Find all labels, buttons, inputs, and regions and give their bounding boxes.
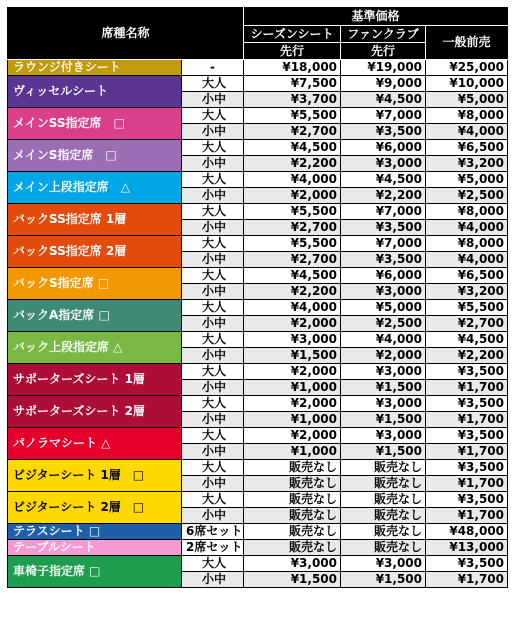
table-row bbox=[8, 140, 508, 156]
table-row bbox=[8, 540, 508, 556]
category-cell: 小中 bbox=[182, 92, 244, 108]
general-price-cell: ¥3,500 bbox=[426, 460, 508, 476]
fanclub-price-cell: ¥7,000 bbox=[341, 108, 426, 124]
season-price-cell: ¥2,000 bbox=[244, 396, 341, 412]
category-cell: 大人 bbox=[182, 236, 244, 252]
general-price-cell: ¥10,000 bbox=[426, 76, 508, 92]
general-price-cell: ¥1,700 bbox=[426, 412, 508, 428]
season-price-cell: ¥3,000 bbox=[244, 556, 341, 572]
category-cell: 大人 bbox=[182, 332, 244, 348]
fanclub-price-cell: ¥3,500 bbox=[341, 220, 426, 236]
season-price-cell: 販売なし bbox=[244, 508, 341, 524]
general-price-cell: ¥3,200 bbox=[426, 284, 508, 300]
seat-name-cell: バック上段指定席 △ bbox=[8, 332, 182, 364]
category-cell: 大人 bbox=[182, 204, 244, 220]
fanclub-price-cell: ¥6,000 bbox=[341, 268, 426, 284]
seat-name-cell: メインS指定席 □ bbox=[8, 140, 182, 172]
fanclub-price-cell: ¥5,000 bbox=[341, 300, 426, 316]
base-price-header: 基準価格 bbox=[244, 8, 508, 26]
season-price-cell: ¥1,000 bbox=[244, 380, 341, 396]
category-cell: 大人 bbox=[182, 428, 244, 444]
general-price-cell: ¥3,500 bbox=[426, 428, 508, 444]
fanclub-price-cell: ¥2,500 bbox=[341, 316, 426, 332]
table-row bbox=[8, 172, 508, 188]
general-price-cell: ¥3,500 bbox=[426, 556, 508, 572]
season-price-cell: 販売なし bbox=[244, 460, 341, 476]
category-cell: 小中 bbox=[182, 316, 244, 332]
category-cell: 小中 bbox=[182, 284, 244, 300]
table-row bbox=[8, 204, 508, 220]
table-row bbox=[8, 236, 508, 252]
fanclub-price-cell: ¥3,000 bbox=[341, 284, 426, 300]
season-price-cell: ¥7,500 bbox=[244, 76, 341, 92]
category-cell: 小中 bbox=[182, 220, 244, 236]
general-price-cell: ¥48,000 bbox=[426, 524, 508, 540]
general-price-cell: ¥8,000 bbox=[426, 108, 508, 124]
price-table-body bbox=[8, 60, 508, 588]
category-cell: 大人 bbox=[182, 76, 244, 92]
category-cell: 2席セット bbox=[182, 540, 244, 556]
general-price-cell: ¥3,500 bbox=[426, 396, 508, 412]
category-cell: - bbox=[182, 60, 244, 76]
fanclub-price-cell: 販売なし bbox=[341, 508, 426, 524]
season-price-cell: ¥5,500 bbox=[244, 108, 341, 124]
table-row bbox=[8, 268, 508, 284]
table-row bbox=[8, 60, 508, 76]
season-price-cell: ¥2,000 bbox=[244, 364, 341, 380]
season-price-cell: 販売なし bbox=[244, 524, 341, 540]
table-row bbox=[8, 108, 508, 124]
seat-name-cell: メイン上段指定席 △ bbox=[8, 172, 182, 204]
category-cell: 大人 bbox=[182, 268, 244, 284]
table-row bbox=[8, 556, 508, 572]
general-price-cell: ¥8,000 bbox=[426, 204, 508, 220]
table-row bbox=[8, 428, 508, 444]
general-price-cell: ¥25,000 bbox=[426, 60, 508, 76]
seat-name-cell: 車椅子指定席 □ bbox=[8, 556, 182, 588]
season-price-cell: ¥1,500 bbox=[244, 348, 341, 364]
general-price-cell: ¥4,000 bbox=[426, 220, 508, 236]
table-row bbox=[8, 76, 508, 92]
seat-name-cell: メインSS指定席 □ bbox=[8, 108, 182, 140]
table-row bbox=[8, 460, 508, 476]
category-cell: 小中 bbox=[182, 348, 244, 364]
season-price-cell: ¥3,700 bbox=[244, 92, 341, 108]
fanclub-price-cell: ¥3,500 bbox=[341, 124, 426, 140]
season-price-cell: ¥2,700 bbox=[244, 124, 341, 140]
fanclub-price-cell: ¥3,000 bbox=[341, 396, 426, 412]
fanclub-price-cell: ¥1,500 bbox=[341, 412, 426, 428]
general-price-cell: ¥13,000 bbox=[426, 540, 508, 556]
category-cell: 大人 bbox=[182, 492, 244, 508]
general-sale-header: 一般前売 bbox=[426, 26, 508, 60]
season-price-cell: ¥1,500 bbox=[244, 572, 341, 588]
category-cell: 小中 bbox=[182, 156, 244, 172]
ticket-price-table bbox=[7, 7, 508, 588]
category-cell: 小中 bbox=[182, 508, 244, 524]
category-cell: 大人 bbox=[182, 396, 244, 412]
general-price-cell: ¥1,700 bbox=[426, 444, 508, 460]
seat-name-cell: ビジターシート 2層 □ bbox=[8, 492, 182, 524]
general-price-cell: ¥4,000 bbox=[426, 124, 508, 140]
table-row bbox=[8, 524, 508, 540]
seat-name-cell: テーブルシート bbox=[8, 540, 182, 556]
fanclub-price-cell: ¥3,000 bbox=[341, 428, 426, 444]
category-cell: 6席セット bbox=[182, 524, 244, 540]
season-price-cell: ¥4,500 bbox=[244, 140, 341, 156]
season-price-cell: 販売なし bbox=[244, 476, 341, 492]
general-price-cell: ¥2,200 bbox=[426, 348, 508, 364]
seat-name-cell: テラスシート □ bbox=[8, 524, 182, 540]
fanclub-price-cell: ¥4,500 bbox=[341, 172, 426, 188]
season-price-cell: ¥2,200 bbox=[244, 156, 341, 172]
table-row bbox=[8, 492, 508, 508]
fanclub-price-cell: ¥9,000 bbox=[341, 76, 426, 92]
general-price-cell: ¥4,000 bbox=[426, 252, 508, 268]
general-price-cell: ¥1,700 bbox=[426, 572, 508, 588]
fanclub-price-cell: 販売なし bbox=[341, 460, 426, 476]
fanclub-price-cell: ¥2,000 bbox=[341, 348, 426, 364]
general-price-cell: ¥3,500 bbox=[426, 364, 508, 380]
seat-name-cell: バックA指定席 □ bbox=[8, 300, 182, 332]
category-cell: 大人 bbox=[182, 172, 244, 188]
seat-name-cell: サポーターズシート 1層 bbox=[8, 364, 182, 396]
table-row bbox=[8, 332, 508, 348]
table-row bbox=[8, 396, 508, 412]
general-price-cell: ¥1,700 bbox=[426, 380, 508, 396]
season-price-cell: ¥1,000 bbox=[244, 412, 341, 428]
season-price-cell: ¥1,000 bbox=[244, 444, 341, 460]
season-price-cell: ¥2,000 bbox=[244, 316, 341, 332]
category-cell: 小中 bbox=[182, 252, 244, 268]
fanclub-price-cell: ¥19,000 bbox=[341, 60, 426, 76]
season-price-cell: ¥5,500 bbox=[244, 204, 341, 220]
fanclub-price-cell: ¥7,000 bbox=[341, 204, 426, 220]
category-cell: 大人 bbox=[182, 300, 244, 316]
season-price-cell: ¥4,500 bbox=[244, 268, 341, 284]
fanclub-price-cell: ¥4,000 bbox=[341, 332, 426, 348]
fanclub-price-cell: ¥3,000 bbox=[341, 156, 426, 172]
general-price-cell: ¥4,500 bbox=[426, 332, 508, 348]
category-cell: 小中 bbox=[182, 572, 244, 588]
general-price-cell: ¥5,500 bbox=[426, 300, 508, 316]
category-cell: 大人 bbox=[182, 460, 244, 476]
category-cell: 小中 bbox=[182, 188, 244, 204]
category-cell: 小中 bbox=[182, 444, 244, 460]
category-cell: 小中 bbox=[182, 476, 244, 492]
category-cell: 大人 bbox=[182, 364, 244, 380]
seat-name-header: 席種名称 bbox=[8, 8, 244, 60]
fanclub-price-cell: ¥7,000 bbox=[341, 236, 426, 252]
fanclub-price-cell: ¥2,200 bbox=[341, 188, 426, 204]
general-price-cell: ¥1,700 bbox=[426, 476, 508, 492]
general-price-cell: ¥6,500 bbox=[426, 140, 508, 156]
seat-name-cell: サポーターズシート 2層 bbox=[8, 396, 182, 428]
season-price-cell: ¥2,200 bbox=[244, 284, 341, 300]
fanclub-price-cell: 販売なし bbox=[341, 524, 426, 540]
fanclub-price-cell: ¥6,000 bbox=[341, 140, 426, 156]
general-price-cell: ¥6,500 bbox=[426, 268, 508, 284]
table-row bbox=[8, 364, 508, 380]
fanclub-header-line2: 先行 bbox=[341, 43, 426, 60]
category-cell: 小中 bbox=[182, 124, 244, 140]
season-price-cell: ¥2,700 bbox=[244, 220, 341, 236]
fanclub-price-cell: ¥4,500 bbox=[341, 92, 426, 108]
fanclub-price-cell: ¥1,500 bbox=[341, 444, 426, 460]
general-price-cell: ¥8,000 bbox=[426, 236, 508, 252]
seat-name-cell: バックSS指定席 1層 bbox=[8, 204, 182, 236]
fanclub-price-cell: ¥3,000 bbox=[341, 364, 426, 380]
fanclub-price-cell: 販売なし bbox=[341, 492, 426, 508]
general-price-cell: ¥2,500 bbox=[426, 188, 508, 204]
fanclub-price-cell: ¥1,500 bbox=[341, 380, 426, 396]
season-price-cell: ¥2,000 bbox=[244, 188, 341, 204]
general-price-cell: ¥2,700 bbox=[426, 316, 508, 332]
category-cell: 小中 bbox=[182, 380, 244, 396]
season-price-cell: ¥18,000 bbox=[244, 60, 341, 76]
season-price-cell: 販売なし bbox=[244, 540, 341, 556]
general-price-cell: ¥3,200 bbox=[426, 156, 508, 172]
season-seat-header-line1: シーズンシート bbox=[244, 26, 341, 43]
season-price-cell: ¥4,000 bbox=[244, 300, 341, 316]
general-price-cell: ¥5,000 bbox=[426, 172, 508, 188]
season-price-cell: ¥2,000 bbox=[244, 428, 341, 444]
season-price-cell: ¥2,700 bbox=[244, 252, 341, 268]
fanclub-price-cell: ¥3,000 bbox=[341, 556, 426, 572]
seat-name-cell: バックS指定席 □ bbox=[8, 268, 182, 300]
seat-name-cell: ビジターシート 1層 □ bbox=[8, 460, 182, 492]
table-row bbox=[8, 300, 508, 316]
season-price-cell: ¥5,500 bbox=[244, 236, 341, 252]
category-cell: 小中 bbox=[182, 412, 244, 428]
seat-name-cell: パノラマシート △ bbox=[8, 428, 182, 460]
season-price-cell: ¥3,000 bbox=[244, 332, 341, 348]
season-seat-header-line2: 先行 bbox=[244, 43, 341, 60]
seat-name-cell: ヴィッセルシート bbox=[8, 76, 182, 108]
season-price-cell: 販売なし bbox=[244, 492, 341, 508]
fanclub-price-cell: ¥1,500 bbox=[341, 572, 426, 588]
fanclub-price-cell: 販売なし bbox=[341, 540, 426, 556]
category-cell: 大人 bbox=[182, 108, 244, 124]
seat-name-cell: ラウンジ付きシート bbox=[8, 60, 182, 76]
general-price-cell: ¥5,000 bbox=[426, 92, 508, 108]
fanclub-price-cell: ¥3,500 bbox=[341, 252, 426, 268]
general-price-cell: ¥1,700 bbox=[426, 508, 508, 524]
fanclub-header-line1: ファンクラブ bbox=[341, 26, 426, 43]
category-cell: 大人 bbox=[182, 556, 244, 572]
season-price-cell: ¥4,000 bbox=[244, 172, 341, 188]
seat-name-cell: バックSS指定席 2層 bbox=[8, 236, 182, 268]
fanclub-price-cell: 販売なし bbox=[341, 476, 426, 492]
price-table-container bbox=[7, 7, 507, 588]
category-cell: 大人 bbox=[182, 140, 244, 156]
general-price-cell: ¥3,500 bbox=[426, 492, 508, 508]
